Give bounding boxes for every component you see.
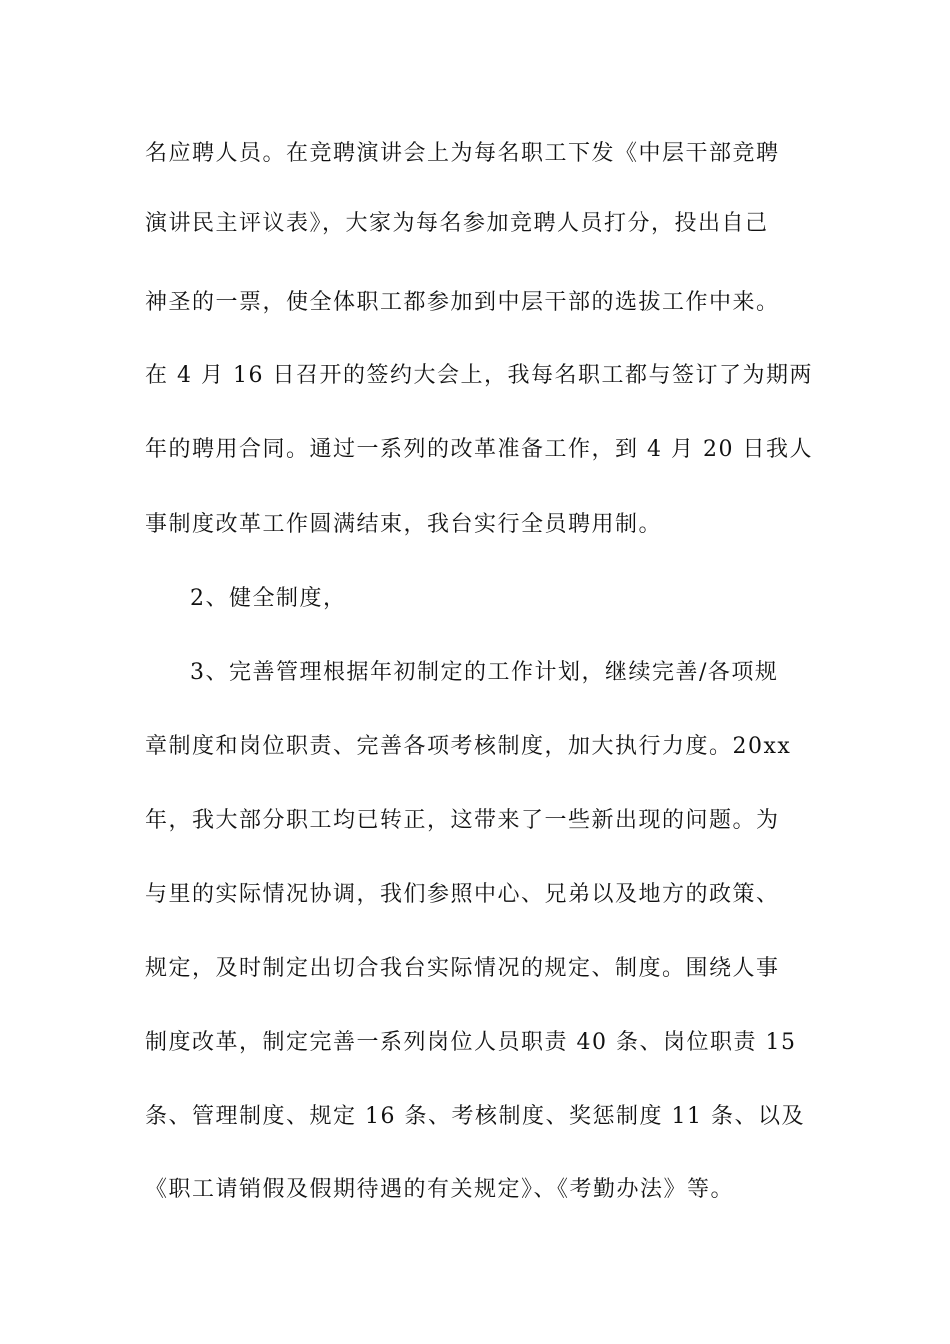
section-heading: 2、健全制度， [190,586,347,611]
text-line: 年，我大部分职工均已转正，这带来了一些新出现的问题。为 [145,808,780,833]
text-line: 名应聘人员。在竞聘演讲会上为每名职工下发《中层干部竞聘 [145,141,780,166]
text-line: 3、完善管理根据年初制定的工作计划，继续完善/各项规 [190,660,779,685]
text-line: 《职工请销假及假期待遇的有关规定》、《考勤办法》等。 [145,1177,735,1202]
text-line: 与里的实际情况协调，我们参照中心、兄弟以及地方的政策、 [145,882,780,907]
text-line: 神圣的一票，使全体职工都参加到中层干部的选拔工作中来。 [145,290,780,315]
text-line: 事制度改革工作圆满结束，我台实行全员聘用制。 [145,512,663,537]
text-line: 演讲民主评议表》，大家为每名参加竞聘人员打分，投出自己 [145,211,769,236]
text-line: 在 4 月 16 日召开的签约大会上，我每名职工都与签订了为期两 [145,363,813,388]
text-line: 章制度和岗位职责、完善各项考核制度，加大执行力度。20xx [145,734,792,759]
text-line: 规定，及时制定出切合我台实际情况的规定、制度。围绕人事 [145,956,780,981]
text-line: 制度改革，制定完善一系列岗位人员职责 40 条、岗位职责 15 [145,1030,797,1055]
text-line: 年的聘用合同。通过一系列的改革准备工作，到 4 月 20 日我人 [145,437,813,462]
text-line: 条、管理制度、规定 16 条、考核制度、奖惩制度 11 条、以及 [145,1104,805,1129]
